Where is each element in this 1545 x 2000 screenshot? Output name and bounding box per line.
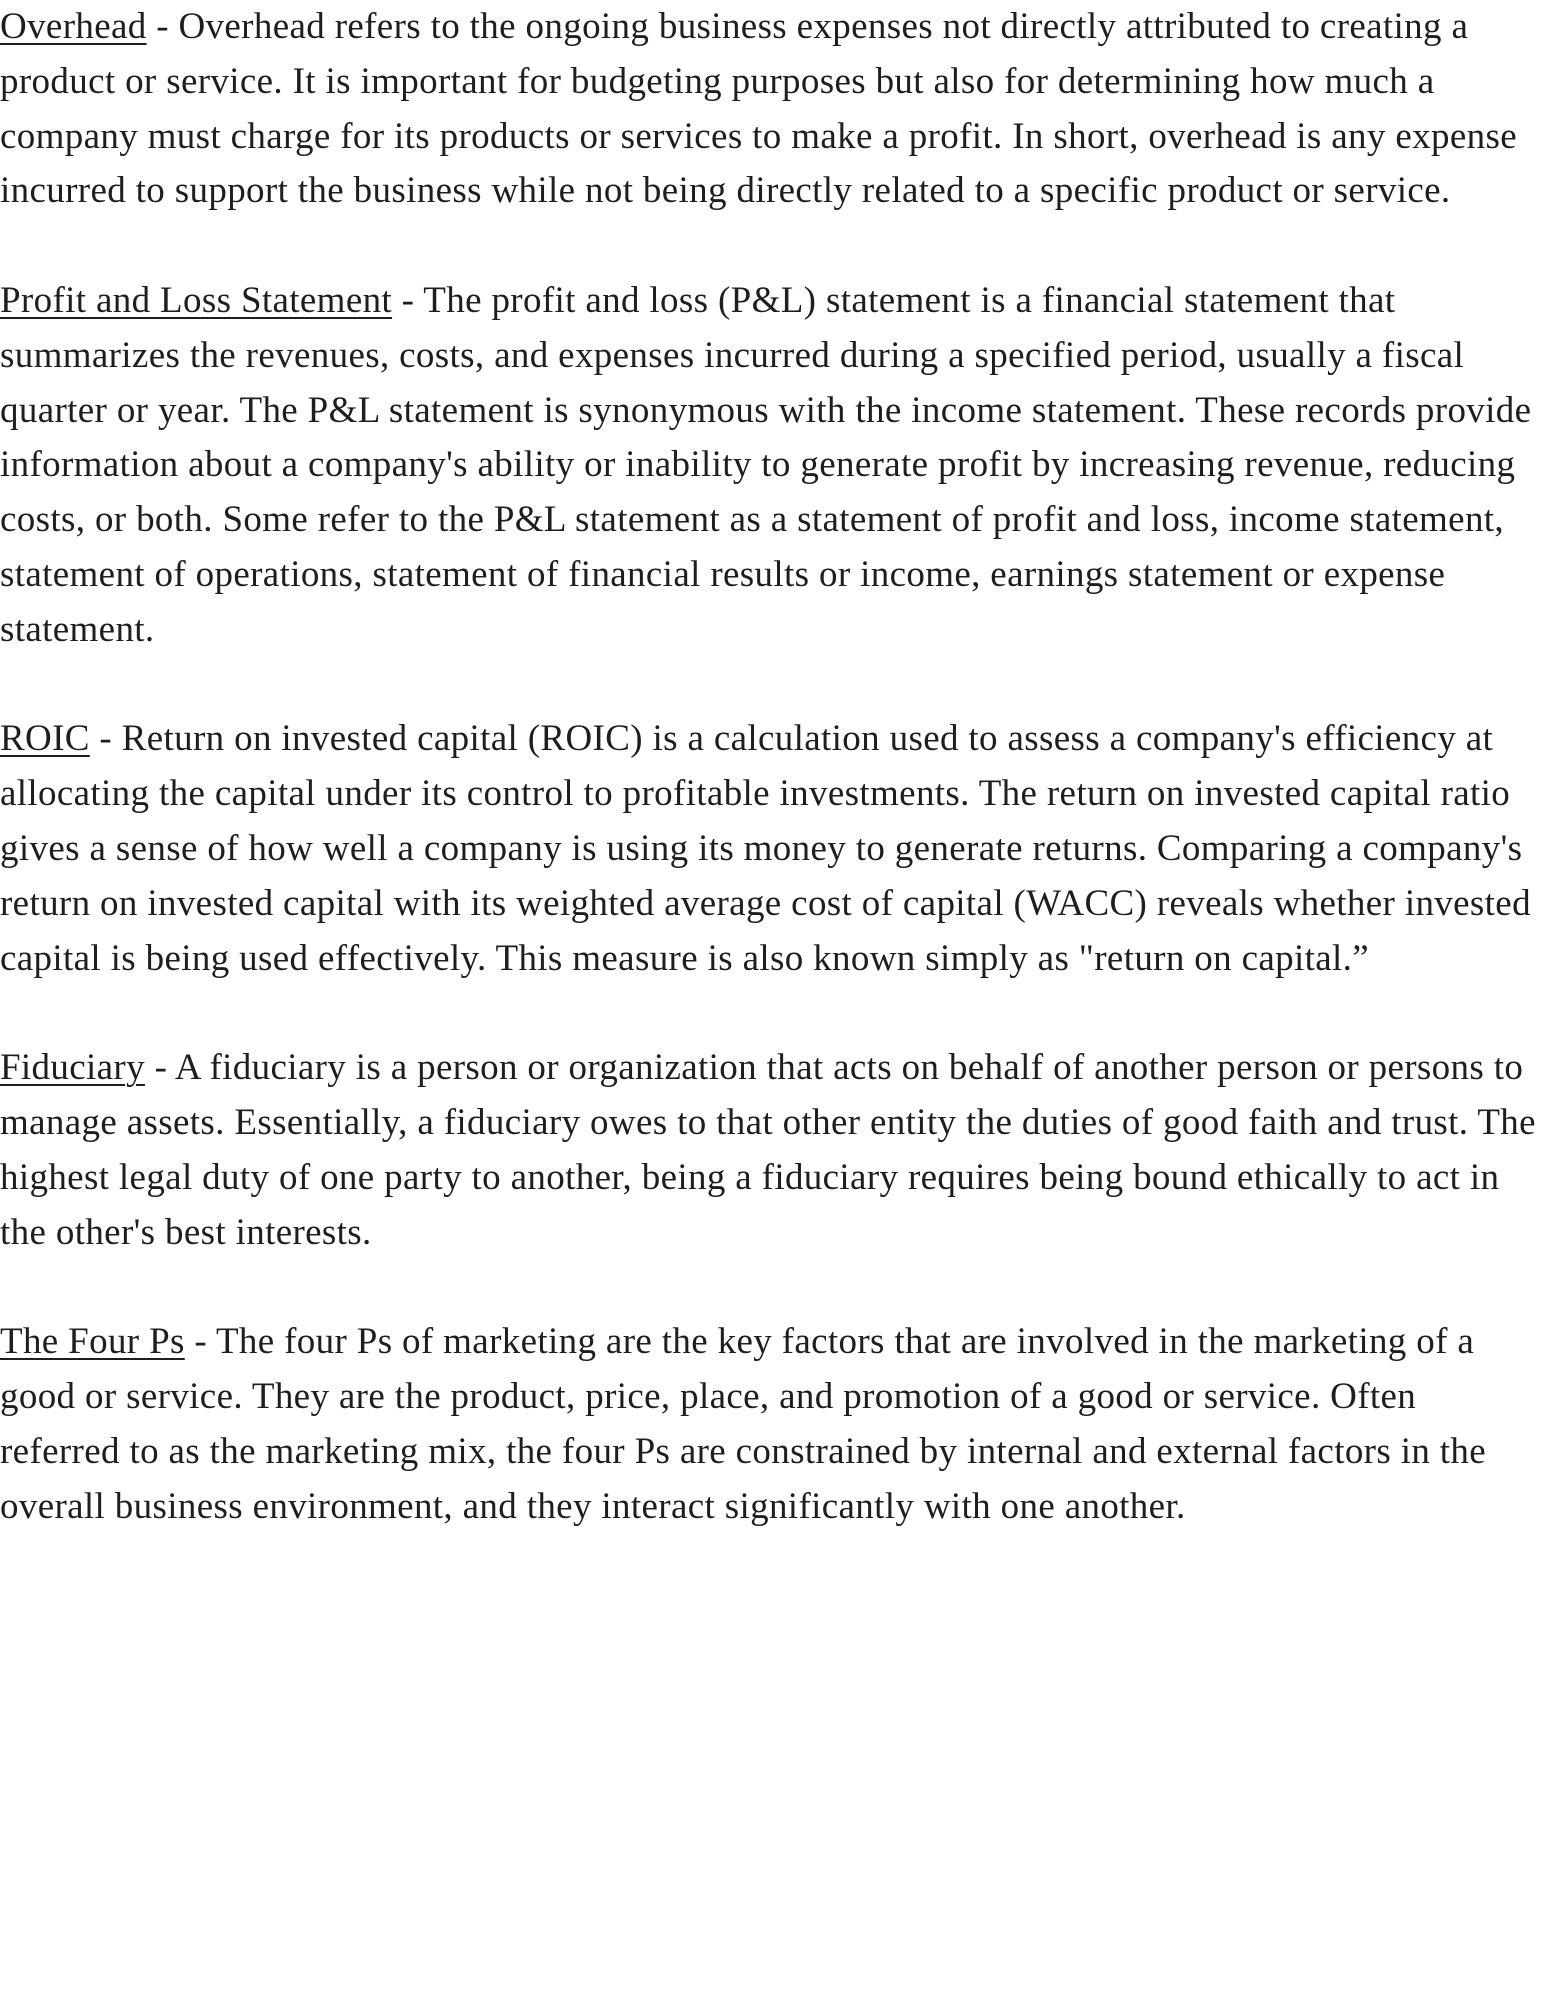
term-separator: - <box>146 6 179 47</box>
glossary-entry-profit-and-loss-statement <box>0 274 1545 658</box>
term-overhead: Overhead <box>0 6 147 47</box>
term-the-four-ps: The Four Ps <box>0 1321 185 1363</box>
term-separator: - <box>144 1047 175 1089</box>
glossary-entry-fiduciary <box>0 1041 1545 1260</box>
definition-roic: Return on invested capital (ROIC) is a calculation used to assess a company's efficiency at allocating the capital under its control to profitable investments. The return on invested capital ratio gives a sense of how well a company is using its money to generate returns. Comparing a company's return on invested capital with its weighted average cost of capital (WACC) reveals whether invested capital is being used effectively. This measure is also known simply as "return on capital.” <box>0 718 1531 979</box>
glossary-entry-overhead <box>0 0 1545 219</box>
glossary-entry-roic <box>0 712 1545 986</box>
term-separator: - <box>392 279 424 321</box>
definition-profit-and-loss-statement: The profit and loss (P&L) statement is a financial statement that summarizes the revenues, costs, and expenses incurred during a specified period, usually a fiscal quarter or year. The P&L statement is synonymous with the income statement. These records provide information about a company's ability or inability to generate profit by increasing revenue, reducing costs, or both. Some refer to the P&L statement as a statement of profit and loss, income statement, statement of operations, statement of financial results or income, earnings statement or expense statement. <box>0 279 1532 650</box>
definition-the-four-ps: The four Ps of marketing are the key factors that are involved in the marketing of a good or service. They are the product, price, place, and promotion of a good or service. Often referred to as the marketing mix, the four Ps are constrained by internal and external factors in the overall business environment, and they interact significantly with one another. <box>0 1321 1487 1527</box>
glossary-entry-the-four-ps <box>0 1315 1545 1534</box>
definition-overhead: Overhead refers to the ongoing business expenses not directly attributed to creating a product or service. It is important for budgeting purposes but also for determining how much a company must charge for its products or services to make a profit. In short, overhead is any expense incurred to support the business while not being directly related to a specific product or service. <box>0 6 1517 212</box>
term-separator: - <box>184 1321 216 1363</box>
term-roic: ROIC <box>0 718 90 760</box>
term-separator: - <box>89 718 122 760</box>
definition-fiduciary: A fiduciary is a person or organization that acts on behalf of another person or persons to manage assets. Essentially, a fiduciary owes to that other entity the duties of good faith and trust. The highest legal duty of one party to another, being a fiduciary requires being bound ethically to act in the other's best interests. <box>0 1047 1536 1253</box>
term-fiduciary: Fiduciary <box>0 1047 145 1089</box>
term-profit-and-loss-statement: Profit and Loss Statement <box>0 279 393 321</box>
